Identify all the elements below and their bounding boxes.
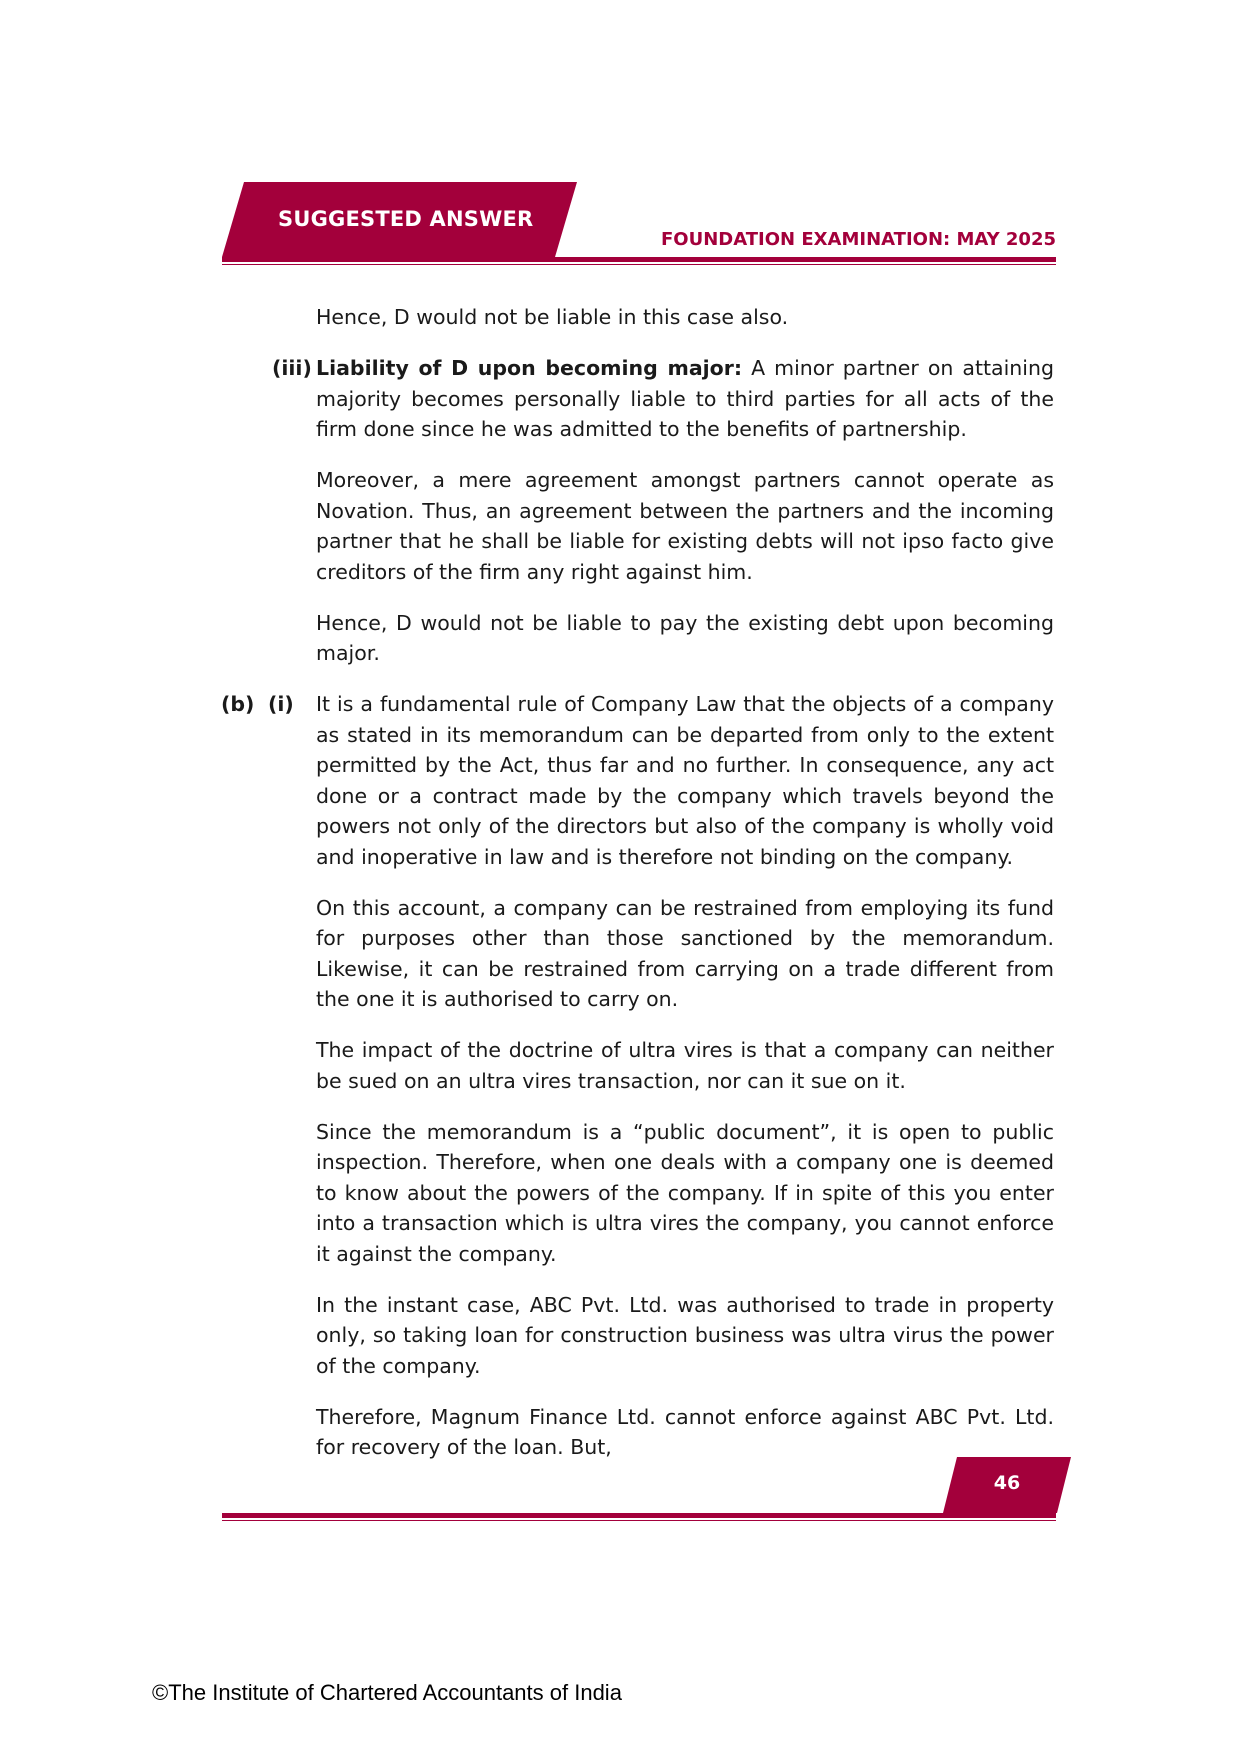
paragraph: Therefore, Magnum Finance Ltd. cannot enforce against ABC Pvt. Ltd. for recovery of the loan. But, xyxy=(316,1404,1054,1459)
paragraph: Hence, D would not be liable in this case also. xyxy=(316,305,789,329)
subsection-label: (iii) xyxy=(272,356,312,380)
header-rule-thin xyxy=(222,264,1056,265)
subsection-iii xyxy=(272,353,1055,445)
subsection-label: (i) xyxy=(268,692,294,716)
header-tab-label: SUGGESTED ANSWER xyxy=(278,207,534,231)
subsection-heading: Liability of D upon becoming major: xyxy=(316,356,743,380)
subsection-text: A minor partner on attaining majority becomes personally liable to third parties for all acts of the firm done since he was admitted to the benefits of partnership. xyxy=(316,356,1055,441)
section-label: (b) xyxy=(221,692,255,716)
footer-rule xyxy=(222,1513,1056,1518)
paragraph: Moreover, a mere agreement amongst partners cannot operate as Novation. Thus, an agreement between the partners and the incoming partner that he shall be liable for existing debts will not ipso facto give creditors of the firm any right against him. xyxy=(316,468,1054,584)
paragraph: In the instant case, ABC Pvt. Ltd. was authorised to trade in property only, so taking loan for construction business was ultra virus the power of the company. xyxy=(316,1292,1054,1378)
header-rule xyxy=(222,257,1056,262)
paragraph: On this account, a company can be restrained from employing its fund for purposes other than those sanctioned by the memorandum. Likewise, it can be restrained from carrying on a trade different from the one it is authorised to carry on. xyxy=(316,895,1054,1011)
footer-rule-thin xyxy=(222,1520,1056,1521)
subsection-text: It is a fundamental rule of Company Law that the objects of a company as stated in its memorandum can be departed from only to the extent permitted by the Act, thus far and no further. In consequence, any act done or a contract made by the company which travels beyond the powers not only of the directors but also of the company is wholly void and inoperative in law and is therefore not binding on the company. xyxy=(316,692,1054,869)
paragraph: The impact of the doctrine of ultra vires is that a company can neither be sued on an ultra vires transaction, nor can it sue on it. xyxy=(316,1038,1054,1093)
exam-title: FOUNDATION EXAMINATION: MAY 2025 xyxy=(661,229,1056,250)
subsection-b-i xyxy=(221,689,1054,872)
answer-body xyxy=(222,302,1054,1476)
page-number: 46 xyxy=(993,1472,1021,1494)
copyright-notice: ©The Institute of Chartered Accountants of India xyxy=(152,1680,622,1705)
paragraph: Hence, D would not be liable to pay the existing debt upon becoming major. xyxy=(316,610,1054,665)
paragraph: Since the memorandum is a “public document”, it is open to public inspection. Therefore, when one deals with a company one is deemed to know about the powers of the company. If in spite of this you enter into a transaction which is ultra vires the company, you cannot enforce it against the company. xyxy=(316,1119,1054,1266)
